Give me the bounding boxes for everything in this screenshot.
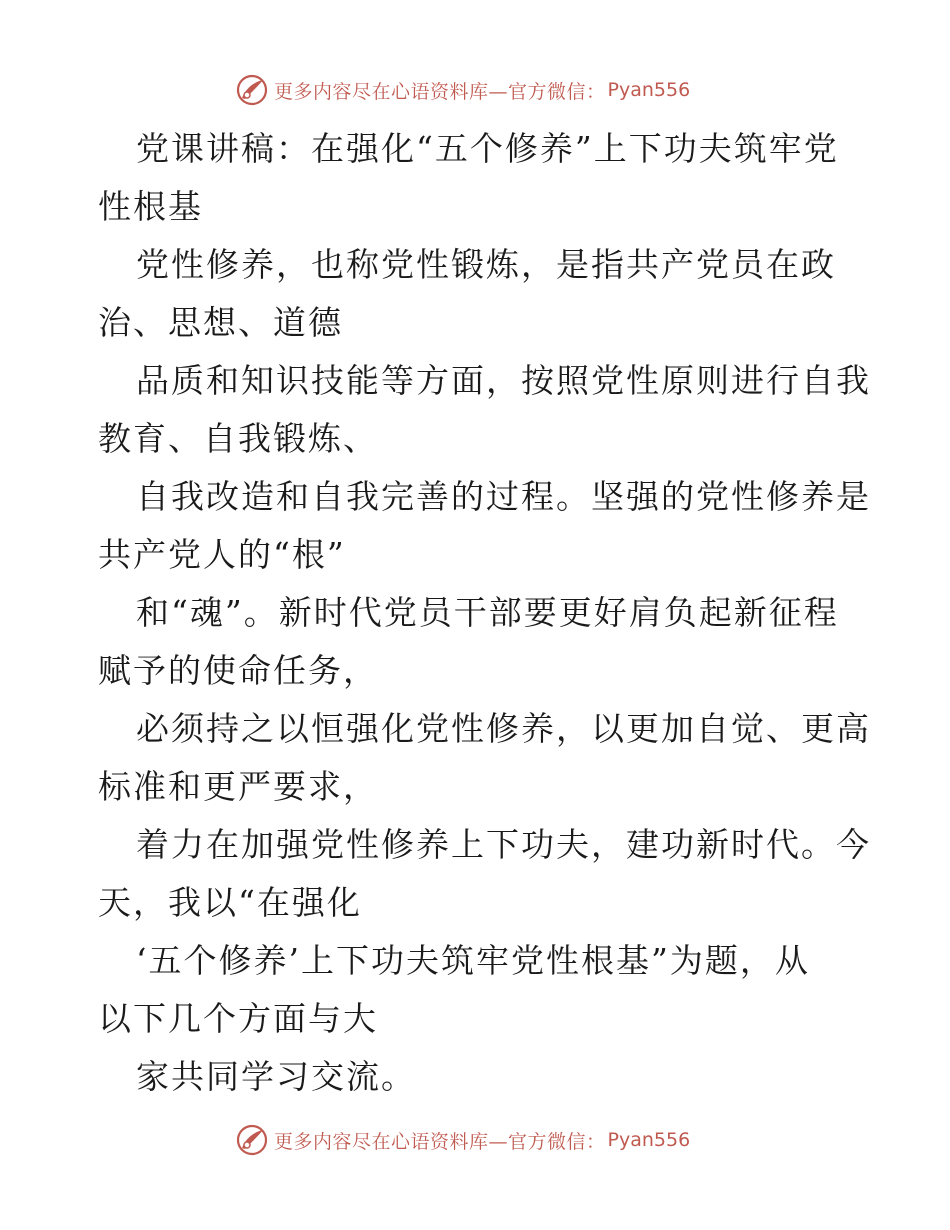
text-line: 着力在加强党性修养上下功夫，建功新时代。今 <box>136 825 871 864</box>
footer-watermark <box>236 1122 690 1158</box>
text-line: 标准和更严要求， <box>98 767 378 806</box>
text-line: 天，我以“在强化 <box>98 883 362 922</box>
text-line: 品质和知识技能等方面，按照党性原则进行自我 <box>136 361 871 400</box>
brush-logo-icon <box>236 1124 268 1156</box>
text-line: ‘五个修养’上下功夫筑牢党性根基”为题，从 <box>136 941 810 980</box>
text-line: 自我改造和自我完善的过程。坚强的党性修养是 <box>136 477 871 516</box>
text-line: 教育、自我锻炼、 <box>98 419 378 458</box>
text-line: 必须持之以恒强化党性修养，以更加自觉、更高 <box>136 709 871 748</box>
watermark-wechat-id: Pyan556 <box>607 1129 691 1151</box>
watermark-text: 更多内容尽在心语资料库—官方微信： <box>274 80 606 103</box>
text-line: 赋予的使命任务， <box>98 651 378 690</box>
text-line: 共产党人的“根” <box>98 535 346 574</box>
text-line: 和“魂”。新时代党员干部要更好肩负起新征程 <box>136 593 839 632</box>
text-line: 性根基 <box>98 187 203 226</box>
text-line: 以下几个方面与大 <box>98 999 378 1038</box>
text-line: 党课讲稿：在强化“五个修养”上下功夫筑牢党 <box>136 129 839 168</box>
document-body <box>98 120 871 1106</box>
text-line: 党性修养，也称党性锻炼，是指共产党员在政 <box>136 245 836 284</box>
text-line: 家共同学习交流。 <box>136 1057 416 1096</box>
brush-logo-icon <box>236 74 268 106</box>
text-line: 治、思想、道德 <box>98 303 343 342</box>
header-watermark <box>236 72 690 108</box>
watermark-text: 更多内容尽在心语资料库—官方微信： <box>274 1130 606 1153</box>
watermark-wechat-id: Pyan556 <box>607 79 691 101</box>
